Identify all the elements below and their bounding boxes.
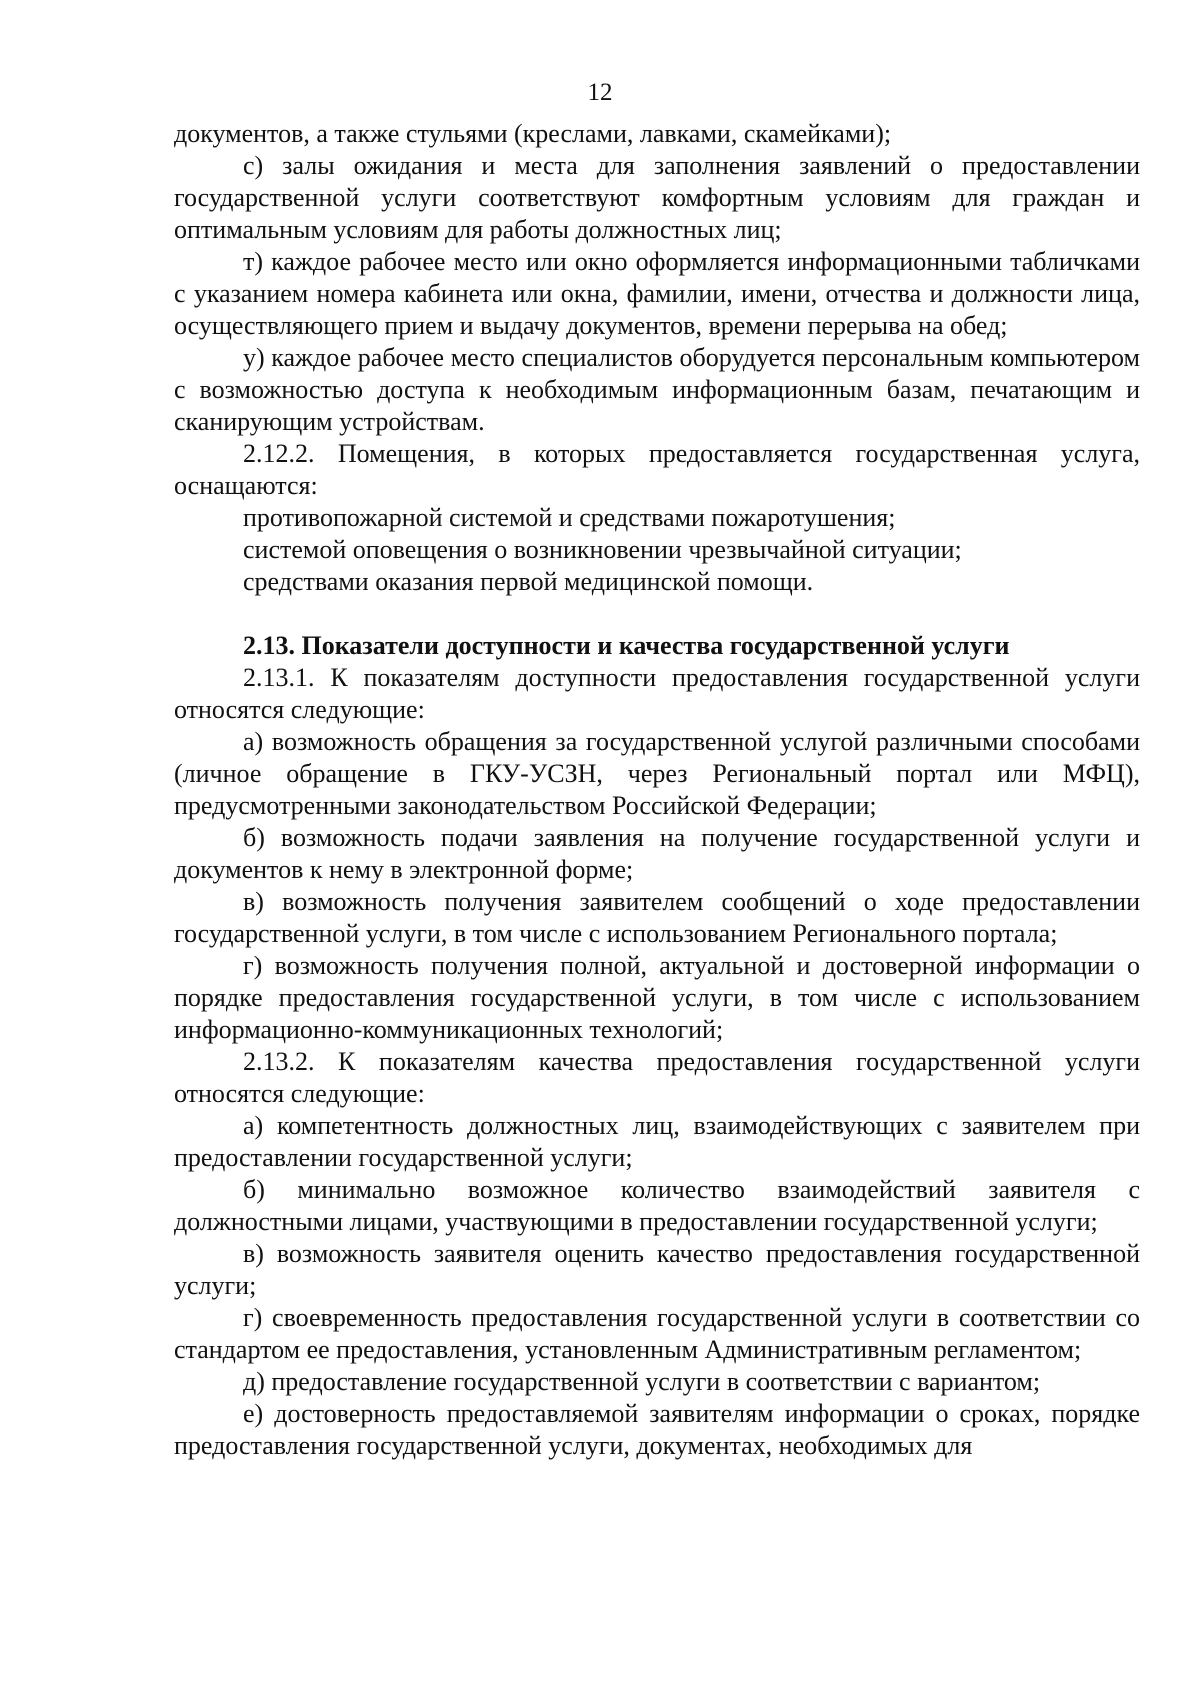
paragraph-quality-v: в) возможность заявителя оценить качество предоставления государственной услуги; — [174, 1239, 1140, 1300]
paragraph-quality-e: е) достоверность предоставляемой заявителям информации о сроках, порядке предоставления государственной услуги, документах, необходимых для — [174, 1399, 1140, 1460]
list-line-first-aid: средствами оказания первой медицинской помощи. — [243, 567, 814, 596]
paragraph-2-12-2: 2.12.2. Помещения, в которых предоставляется государственная услуга, оснащаются: — [174, 439, 1140, 500]
page-number: 12 — [587, 79, 613, 106]
paragraph-quality-a: а) компетентность должностных лиц, взаимодействующих с заявителем при предоставлении государственной услуги; — [174, 1111, 1140, 1172]
paragraph-quality-d: д) предоставление государственной услуги в соответствии с вариантом; — [243, 1367, 1041, 1396]
section-heading-2-13: 2.13. Показатели доступности и качества государственной услуги — [243, 631, 1010, 660]
paragraph-2-13-1: 2.13.1. К показателям доступности предоставления государственной услуги относятся следующие: — [174, 663, 1140, 724]
paragraph-quality-g: г) своевременность предоставления государственной услуги в соответствии со стандартом ее предоставления, установленным Административным регламентом; — [174, 1303, 1140, 1364]
paragraph-quality-b: б) минимально возможное количество взаимодействий заявителя с должностными лицами, участвующими в предоставлении государственной услуги; — [174, 1175, 1140, 1236]
paragraph-availability-a: а) возможность обращения за государственной услугой различными способами (личное обращение в ГКУ-УСЗН, через Региональный портал или МФЦ), предусмотренными законодательством Российской Федерации; — [174, 727, 1140, 820]
paragraph-2-13-2: 2.13.2. К показателям качества предоставления государственной услуги относятся следующие: — [174, 1047, 1140, 1108]
paragraph-availability-g: г) возможность получения полной, актуальной и достоверной информации о порядке предоставления государственной услуги, в том числе с использованием информационно-коммуникационных технологий; — [174, 951, 1140, 1044]
paragraph-item-u: у) каждое рабочее место специалистов оборудуется персональным компьютером с возможностью доступа к необходимым информационным базам, печатающим и сканирующим устройствам. — [174, 343, 1140, 436]
list-line-alert-system: системой оповещения о возникновении чрезвычайной ситуации; — [243, 535, 962, 564]
paragraph-item-s: с) залы ожидания и места для заполнения заявлений о предоставлении государственной услуги соответствуют комфортным условиям для граждан и оптимальным условиям для работы должностных лиц; — [174, 151, 1140, 244]
paragraph-availability-b: б) возможность подачи заявления на получение государственной услуги и документов к нему в электронной форме; — [174, 823, 1140, 884]
document-body — [174, 118, 1140, 1462]
list-line-fire-system: противопожарной системой и средствами пожаротушения; — [243, 503, 896, 532]
paragraph-availability-v: в) возможность получения заявителем сообщений о ходе предоставлении государственной услуги, в том числе с использованием Регионального портала; — [174, 887, 1140, 948]
paragraph-item-t: т) каждое рабочее место или окно оформляется информационными табличками с указанием номера кабинета или окна, фамилии, имени, отчества и должности лица, осуществляющего прием и выдачу документов, времени перерыва на обед; — [174, 247, 1140, 340]
paragraph-continuation: документов, а также стульями (креслами, лавками, скамейками); — [174, 119, 892, 148]
